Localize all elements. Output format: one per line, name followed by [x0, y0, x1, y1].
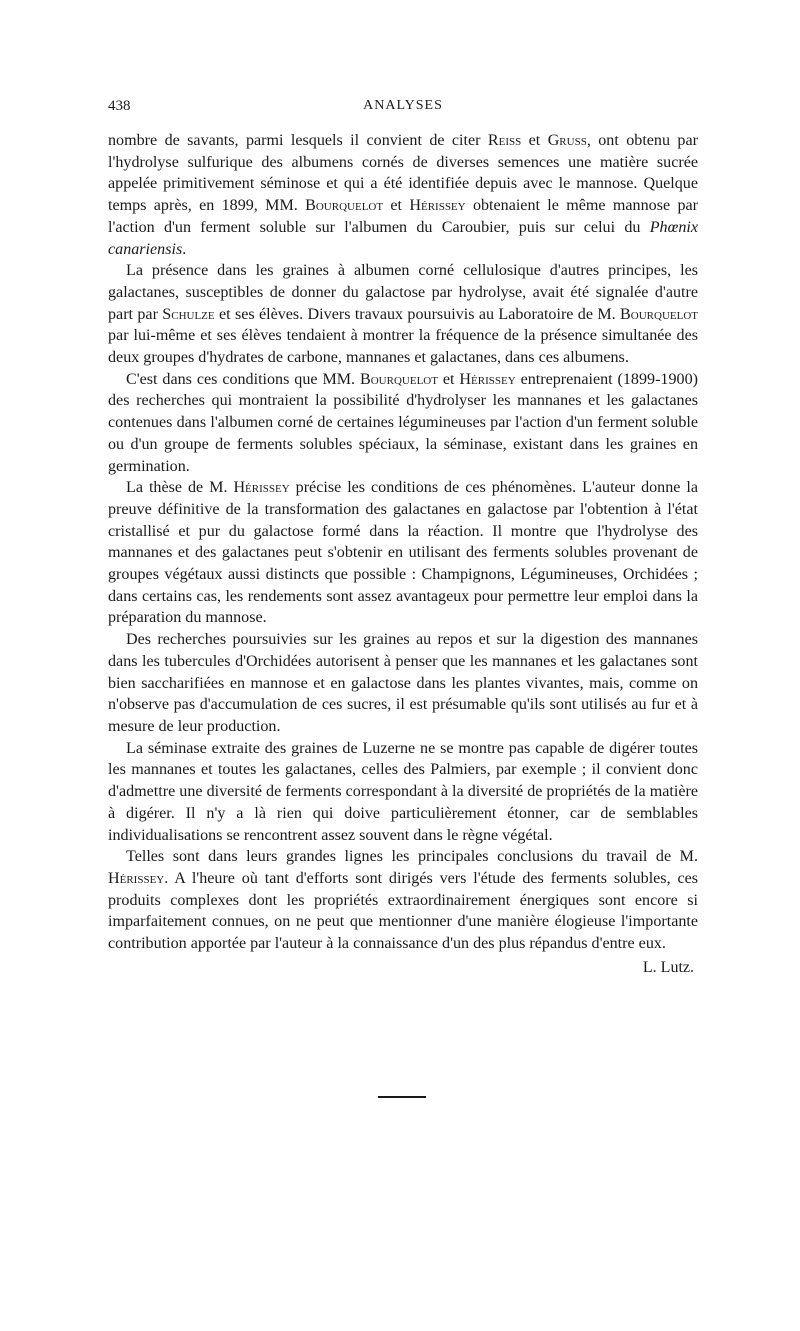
- text-run: entreprenaient (1899-1900) des recherches qui montraient la possibilité d'hydrolyser les mannanes et les galactanes contenues dans l'albumen corné de certaines légumineuses par l'action d'un ferment soluble ou d'un groupe de ferments solubles spéciaux, la séminase, existant dans les graines en germination.: [108, 370, 698, 475]
- author-name: Hérissey: [409, 197, 466, 215]
- paragraph: [108, 629, 698, 738]
- author-name: Bourquelot: [305, 197, 384, 215]
- text-run: La présence dans les graines à albumen corné cellulosique d'autres principes, les galactanes, susceptibles de donner du galactose par hydrolyse, avait été signalée d'autre part par: [108, 262, 698, 323]
- italic-term: Phœnix canariensis: [108, 218, 698, 258]
- author-name: Schulze: [162, 305, 215, 323]
- text-run: et ses élèves. Divers travaux poursuivis au Laboratoire de M.: [214, 305, 621, 323]
- text-run: et: [383, 197, 410, 215]
- paragraph: [108, 738, 698, 847]
- text-run: C'est dans ces conditions que MM.: [126, 370, 360, 388]
- text-run: . A l'heure où tant d'efforts sont dirigés vers l'étude des ferments solubles, ces produits complexes dont les propriétés extraordinairement énergiques sont encore si imparfaitement connues, on ne peut que mentionner d'une manière élogieuse l'importante contribution apportée par l'auteur à la connaissance d'un des plus répandus d'entre eux.: [108, 869, 698, 953]
- text-run: nombre de savants, parmi lesquels il convient de citer: [108, 132, 488, 149]
- author-name: Reiss: [487, 132, 522, 149]
- page-header: [108, 98, 698, 120]
- text-run: par lui-même et ses élèves tendaient à montrer la fréquence de la présence simultanée des deux groupes d'hydrates de carbone, mannanes et galactanes, dans ces albumens.: [108, 327, 698, 367]
- text-run: .: [182, 240, 187, 258]
- page-number: 438: [108, 98, 131, 114]
- text-run: La thèse de M.: [126, 479, 234, 497]
- article-body: [108, 130, 698, 979]
- text-run: précise les conditions de ces phénomènes. L'auteur donne la preuve définitive de la transformation des galactanes en galactose par l'obtention à l'état cristallisé et pur du galactose formé dans la réaction. Il montre que l'hydrolyse des mannanes et des galactanes peut s'obtenir en utilisant des ferments solubles provenant de groupes végétaux aussi distincts que possible : Champignons, Légumineuses, Orchidées ; dans certains cas, les rendements sont assez avantageux pour permettre leur emploi dans la préparation du mannose.: [108, 479, 698, 627]
- text-run: Telles sont dans leurs grandes lignes les principales conclusions du travail de M.: [126, 848, 698, 866]
- paragraph: [108, 369, 698, 478]
- text-run: La séminase extraite des graines de Luzerne ne se montre pas capable de digérer toutes les mannanes et toutes les galactanes, celles des Palmiers, par exemple ; il convient donc d'admettre une diversité de ferments correspondant à la diversité de propriétés de la matière à digérer. Il n'y a là rien qui doive particulièrement étonner, car de semblables individualisations se rencontrent assez souvent dans le règne végétal.: [108, 739, 698, 844]
- text-run: et: [437, 370, 460, 388]
- paragraph: [108, 846, 698, 955]
- author-name: Bourquelot: [620, 305, 698, 323]
- closing-rule: [378, 1096, 426, 1098]
- paragraph: [108, 477, 698, 629]
- paragraph: [108, 260, 698, 369]
- text-run: et: [521, 132, 548, 149]
- paragraph: [108, 130, 698, 260]
- running-head: ANALYSES: [363, 98, 443, 113]
- text-run: obtenaient le même mannose par l'action d'un ferment soluble sur l'albumen du Caroubier, puis sur celui du: [108, 197, 698, 236]
- text-run: Des recherches poursuivies sur les graines au repos et sur la digestion des mannanes dans les tubercules d'Orchidées autorisent à penser que les mannanes et les galactanes sont bien saccharifiées en mannose et en galactose dans les plantes vivantes, mais, comme on n'observe pas d'accumulation de ces sucres, il est présumable qu'ils sont utilisés au fur et à mesure de leur production.: [108, 631, 698, 735]
- author-name: Hérissey: [108, 869, 165, 887]
- text-run: , ont obtenu par l'hydrolyse sulfurique des albumens cornés de diverses semences une matière sucrée appelée primitivement séminose et qui a été identifiée depuis avec le mannose. Quelque temps après, en 1899, MM.: [108, 132, 698, 215]
- author-signature: L. Lutz.: [642, 958, 694, 976]
- author-name: Bourquelot: [360, 370, 438, 388]
- author-name: Hérissey: [233, 479, 290, 497]
- author-name: Gruss: [547, 132, 587, 149]
- author-name: Hérissey: [459, 370, 516, 388]
